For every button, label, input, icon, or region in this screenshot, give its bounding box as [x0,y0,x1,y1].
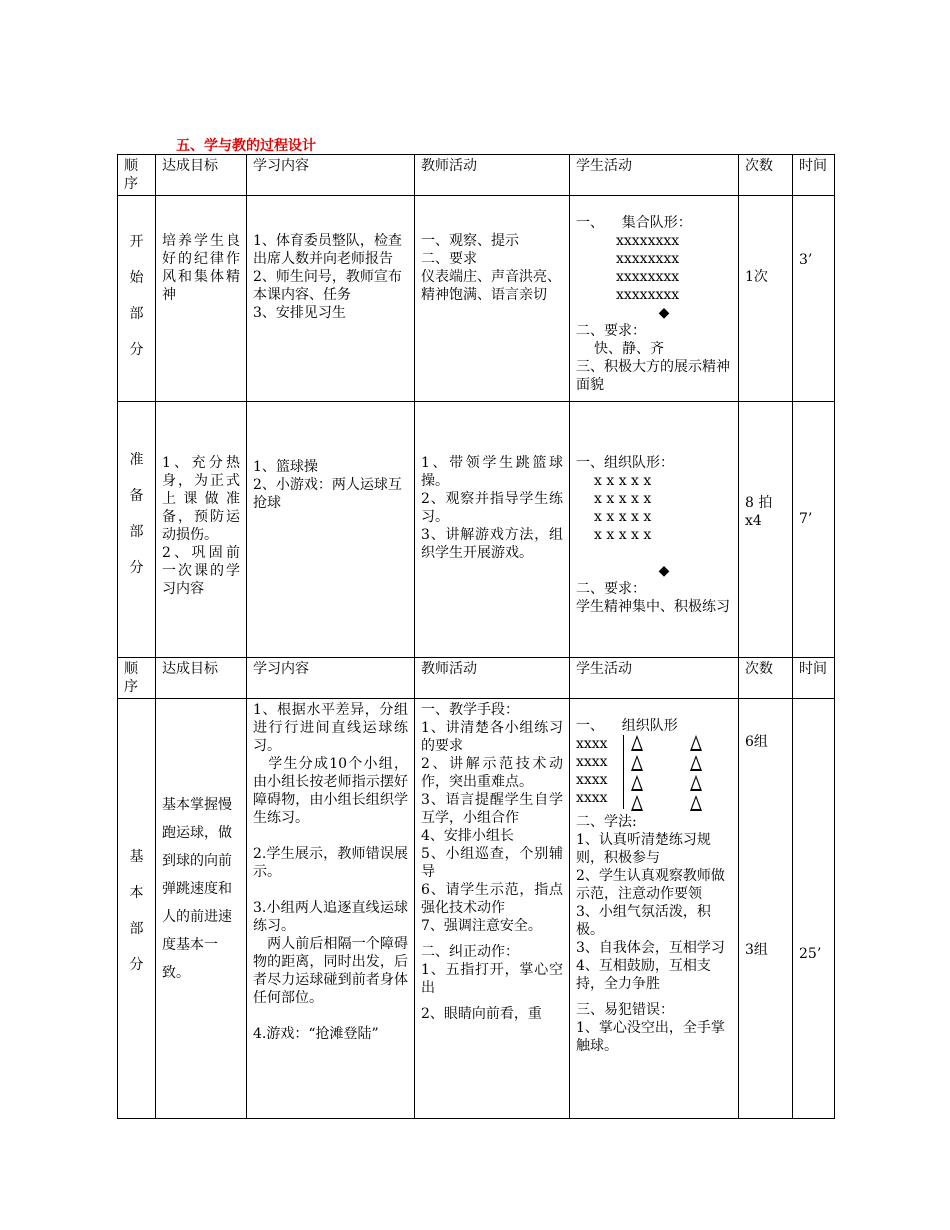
student-prepare: 一、组织队形： x x x x x x x x x x x x x x x x x x x x ◆ 二、要求： 学生精神集中、积极练习 [570,402,739,658]
formation-row: xxxx [576,754,608,770]
phase-basic: 基 本 部 分 [118,699,156,1119]
section-title: 五、学与教的过程设计 [176,138,316,154]
header-row-repeat [118,658,835,699]
obstacle-cone-icon [631,755,643,771]
obstacle-cone-icon [690,755,702,771]
count-prepare: 8 拍x4 [739,402,793,658]
formation-row: xxxx [576,736,608,752]
header-student: 学生活动 [570,155,739,196]
student-start: 一、 集合队形： xxxxxxxx xxxxxxxx xxxxxxxx xxxxxxxx ◆ 二、要求： 快、静、齐 三、积极大方的展示精神面貌 [570,196,739,402]
table-row-basic [118,699,835,1119]
count-start: 1次 [739,196,793,402]
header-seq: 顺序 [118,658,156,699]
header-count: 次数 [739,155,793,196]
header-student: 学生活动 [570,658,739,699]
header-time: 时间 [793,155,835,196]
formation-row: xxxx [576,790,608,806]
goal-start: 培养学生良好的纪律作风和集体精神 [156,196,247,402]
time-prepare: 7’ [793,402,835,658]
obstacle-cone-icon [631,775,643,791]
content-prepare: 1、篮球操 2、小游戏：两人运球互抢球 [247,402,415,658]
obstacle-cone-icon [631,795,643,811]
formation-row: xxxx [576,772,608,788]
header-time: 时间 [793,658,835,699]
time-basic: 25’ [793,699,835,1119]
header-row [118,155,835,196]
header-content: 学习内容 [247,155,415,196]
teacher-prepare: 1、带领学生跳篮球操。 2、观察并指导学生练习。 3、讲解游戏方法，组织学生开展游戏。 [415,402,570,658]
goal-basic: 基本掌握慢跑运球，做到球的向前弹跳速度和人的前进速度基本一致。 [156,699,247,1119]
header-count: 次数 [739,658,793,699]
header-goal: 达成目标 [156,658,247,699]
header-teacher: 教师活动 [415,155,570,196]
teacher-marker: ◆ [658,563,670,579]
goal-prepare: 1、充分热身，为正式上课做准备，预防运动损伤。 2、巩固前一次课的学习内容 [156,402,247,658]
table-row-prepare [118,402,835,658]
content-basic: 1、根据水平差异，分组进行行进间直线运球练习。 学生分成10个小组，由小组长按老师指示摆好障碍物，由小组长组织学生练习。 2.学生展示，教师错误展示。 3.小组两人追逐直线运球练习。 两人前后相隔一个障碍物的距离，同时出发，后者尽力运球碰到前者身体任何部位。 4.游戏：“抢滩登陆” [247,699,415,1119]
obstacle-cone-icon [690,795,702,811]
formation-diagram [576,717,732,806]
header-content: 学习内容 [247,658,415,699]
table-row-start [118,196,835,402]
lesson-process-table [117,154,835,1119]
time-start: 3’ [793,196,835,402]
obstacle-cone-icon [690,775,702,791]
header-seq: 顺序 [118,155,156,196]
phase-start: 开 始 部 分 [118,196,156,402]
header-goal: 达成目标 [156,155,247,196]
phase-prepare: 准 备 部 分 [118,402,156,658]
obstacle-cone-icon [631,735,643,751]
header-teacher: 教师活动 [415,658,570,699]
content-start: 1、体育委员整队，检查出席人数并向老师报告 2、师生问号，教师宣布本课内容、任务 3、安排见习生 [247,196,415,402]
teacher-start: 一、观察、提示 二、要求 仪表端庄、声音洪亮、精神饱满、语言亲切 [415,196,570,402]
divider-line [623,735,624,809]
teacher-marker: ◆ [658,305,670,321]
count-basic: 6组 3组 [739,699,793,1119]
student-basic: 一、 组织队形 xxxx xxxx xxxx xxxx 二、学法: 1、认真听清楚练习规则，积极参与 2、学生认真观察教师做示范，注意动作要领 3、小组气氛活泼，积极。 3、自我体会，互相学习 4、互相鼓励，互相支持，全力争胜 三、易犯错误： 1、掌心没空出，全手掌触球。 [570,699,739,1119]
obstacle-cone-icon [690,735,702,751]
teacher-basic: 一、教学手段： 1、讲清楚各小组练习的要求 2、讲解示范技术动作，突出重难点。 3、语言提醒学生自学互学，小组合作 4、安排小组长 5、小组巡查，个别辅导 6、请学生示范，指点强化技术动作 7、强调注意安全。 二、纠正动作： 1、五指打开，掌心空出 2、眼睛向前看，重 [415,699,570,1119]
